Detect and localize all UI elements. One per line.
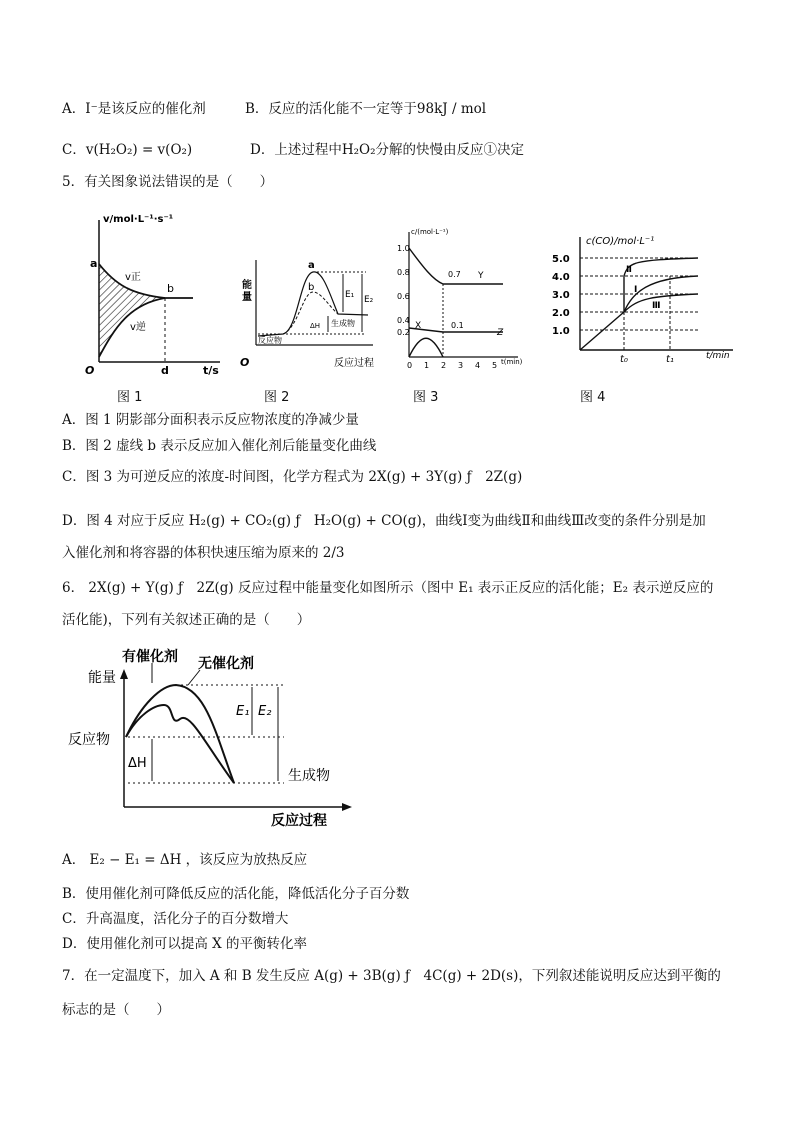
- q6-stem-line1: 6． 2X(g) + Y(g) ƒ 2Z(g) 反应过程中能量变化如图所示（图中 E₁ 表示正反应的活化能；E₂ 表示逆反应的: [62, 580, 714, 596]
- fig1-vrev-label: v逆: [130, 322, 146, 333]
- q7-stem-line2: 标志的是（ ）: [62, 1002, 170, 1018]
- figure-1: [85, 212, 230, 377]
- fig4-ytick-3: 2.0: [552, 308, 570, 319]
- fig4-label-ii: Ⅱ: [626, 265, 632, 275]
- q6-xlabel: 反应过程: [271, 813, 327, 829]
- fig4-t1: t₁: [666, 354, 674, 365]
- fig3-ylabel: c/(mol·L⁻¹): [411, 228, 449, 236]
- fig3-ytick-2: 0.6: [397, 292, 410, 301]
- q6-stem-line2: 活化能)，下列有关叙述正确的是（ ）: [62, 612, 311, 628]
- fig3-y-label: Y: [478, 271, 484, 281]
- q5-option-b: B．图 2 虚线 b 表示反应加入催化剂后能量变化曲线: [62, 438, 377, 454]
- fig1-a-label: a: [90, 257, 98, 270]
- fig1-b-label: b: [167, 282, 174, 295]
- fig2-origin: O: [240, 356, 250, 369]
- fig3-v07: 0.7: [448, 270, 461, 279]
- fig4-ytick-0: 5.0: [552, 254, 570, 265]
- fig1-xlabel: t/s: [203, 364, 219, 377]
- fig3-ytick-3: 0.4: [397, 316, 410, 325]
- q4-option-a: A．I⁻是该反应的催化剂: [62, 101, 206, 117]
- fig4-ytick-4: 1.0: [552, 326, 570, 337]
- fig2-b-label: b: [308, 282, 315, 293]
- q6-reactant-label: 反应物: [68, 732, 110, 748]
- fig2-xlabel: 反应过程: [334, 358, 374, 369]
- figure-2: [238, 240, 383, 375]
- q5-option-d-line1: D．图 4 对应于反应 H₂(g) + CO₂(g) ƒ H₂O(g) + CO(g)，曲线Ⅰ变为曲线Ⅱ和曲线Ⅲ改变的条件分别是加: [62, 513, 706, 529]
- fig2-prod-label: 生成物: [331, 319, 355, 328]
- fig4-t0: t₀: [620, 354, 628, 365]
- q5-option-c: C．图 3 为可逆反应的浓度-时间图，化学方程式为 2X(g) + 3Y(g) ƒ 2Z(g): [62, 469, 523, 485]
- q5-stem: 5．有关图象说法错误的是（ ）: [62, 174, 274, 190]
- caption-fig4: 图 4: [580, 390, 606, 405]
- fig2-ylabel-1: 能: [242, 280, 252, 291]
- q6-energy-label: 能量: [88, 670, 116, 686]
- fig3-xlabel: t(min): [501, 358, 523, 366]
- figure-3: [393, 222, 538, 372]
- fig1-ylabel: v/mol·L⁻¹·s⁻¹: [103, 214, 174, 225]
- fig1-origin: O: [85, 364, 95, 377]
- caption-fig2: 图 2: [264, 390, 290, 405]
- q6-energy-diagram: [66, 645, 366, 830]
- fig3-ytick-0: 1.0: [397, 244, 410, 253]
- q6-curve-catalyst: [126, 705, 234, 783]
- q7-stem-line1: 7．在一定温度下，加入 A 和 B 发生反应 A(g) + 3B(g) ƒ 4C(g) + 2D(s)，下列叙述能说明反应达到平衡的: [62, 968, 721, 984]
- fig3-ytick-1: 0.8: [397, 268, 410, 277]
- fig3-xtick-1: 1: [424, 361, 430, 370]
- fig4-xlabel: t/min: [706, 351, 730, 361]
- fig3-xtick-2: 2: [441, 361, 447, 370]
- figure-4: [548, 232, 743, 372]
- q6-nocatalyst-pointer: [188, 670, 200, 685]
- fig3-ytick-4: 0.2: [397, 328, 410, 337]
- q6-product-label: 生成物: [288, 768, 330, 784]
- fig4-ylabel: c(CO)/mol·L⁻¹: [586, 236, 655, 247]
- fig1-d-label: d: [161, 364, 169, 377]
- fig2-ylabel-2: 量: [242, 292, 252, 303]
- fig3-xtick-0: 0: [407, 361, 413, 370]
- fig2-a-label: a: [308, 260, 315, 271]
- fig2-react-label: 反应物: [258, 336, 282, 345]
- q5-option-d-line2: 入催化剂和将容器的体积快速压缩为原来的 2/3: [62, 545, 345, 561]
- q6-option-a: A． E₂ − E₁ = ΔH ，该反应为放热反应: [62, 852, 308, 868]
- fig3-z-label: Z: [497, 328, 504, 338]
- q6-option-b: B．使用催化剂可降低反应的活化能，降低活化分子百分数: [62, 886, 410, 902]
- fig3-xtick-4: 4: [475, 361, 481, 370]
- q6-y-arrow: [120, 669, 128, 679]
- q4-option-b: B．反应的活化能不一定等于98kJ / mol: [245, 101, 487, 117]
- fig3-x-label: X: [415, 321, 422, 331]
- fig2-dh-label: ΔH: [310, 322, 321, 330]
- fig1-vfwd-label: v正: [125, 272, 141, 283]
- fig4-curve-initial: [580, 312, 624, 350]
- fig3-v01: 0.1: [451, 321, 464, 330]
- fig3-curve-x: [409, 338, 443, 357]
- caption-fig3: 图 3: [413, 390, 439, 405]
- fig4-curve-iii: [624, 294, 698, 312]
- q6-x-arrow: [342, 803, 352, 811]
- q6-nocatalyst-label: 无催化剂: [198, 656, 254, 672]
- q6-e1-label: E₁: [236, 704, 250, 719]
- q4-option-d: D．上述过程中H₂O₂分解的快慢由反应①决定: [250, 142, 524, 158]
- q6-option-d: D．使用催化剂可以提高 X 的平衡转化率: [62, 936, 308, 952]
- fig2-e1-label: E₁: [345, 290, 355, 300]
- caption-fig1: 图 1: [117, 390, 143, 405]
- fig4-label-i: Ⅰ: [634, 285, 638, 295]
- q6-option-c: C．升高温度，活化分子的百分数增大: [62, 911, 289, 927]
- q6-e2-label: E₂: [258, 704, 272, 719]
- fig4-ytick-2: 3.0: [552, 290, 570, 301]
- q6-dh-label: ΔH: [128, 756, 147, 771]
- fig3-xtick-3: 3: [458, 361, 464, 370]
- fig2-e2-label: E₂: [364, 295, 374, 305]
- q4-option-c: C．v(H₂O₂) = v(O₂): [62, 142, 193, 158]
- q6-catalyst-label: 有催化剂: [122, 649, 178, 665]
- fig3-xtick-5: 5: [492, 361, 498, 370]
- q5-option-a: A．图 1 阴影部分面积表示反应物浓度的净减少量: [62, 412, 359, 428]
- fig4-label-iii: Ⅲ: [652, 301, 661, 311]
- fig4-ytick-1: 4.0: [552, 272, 570, 283]
